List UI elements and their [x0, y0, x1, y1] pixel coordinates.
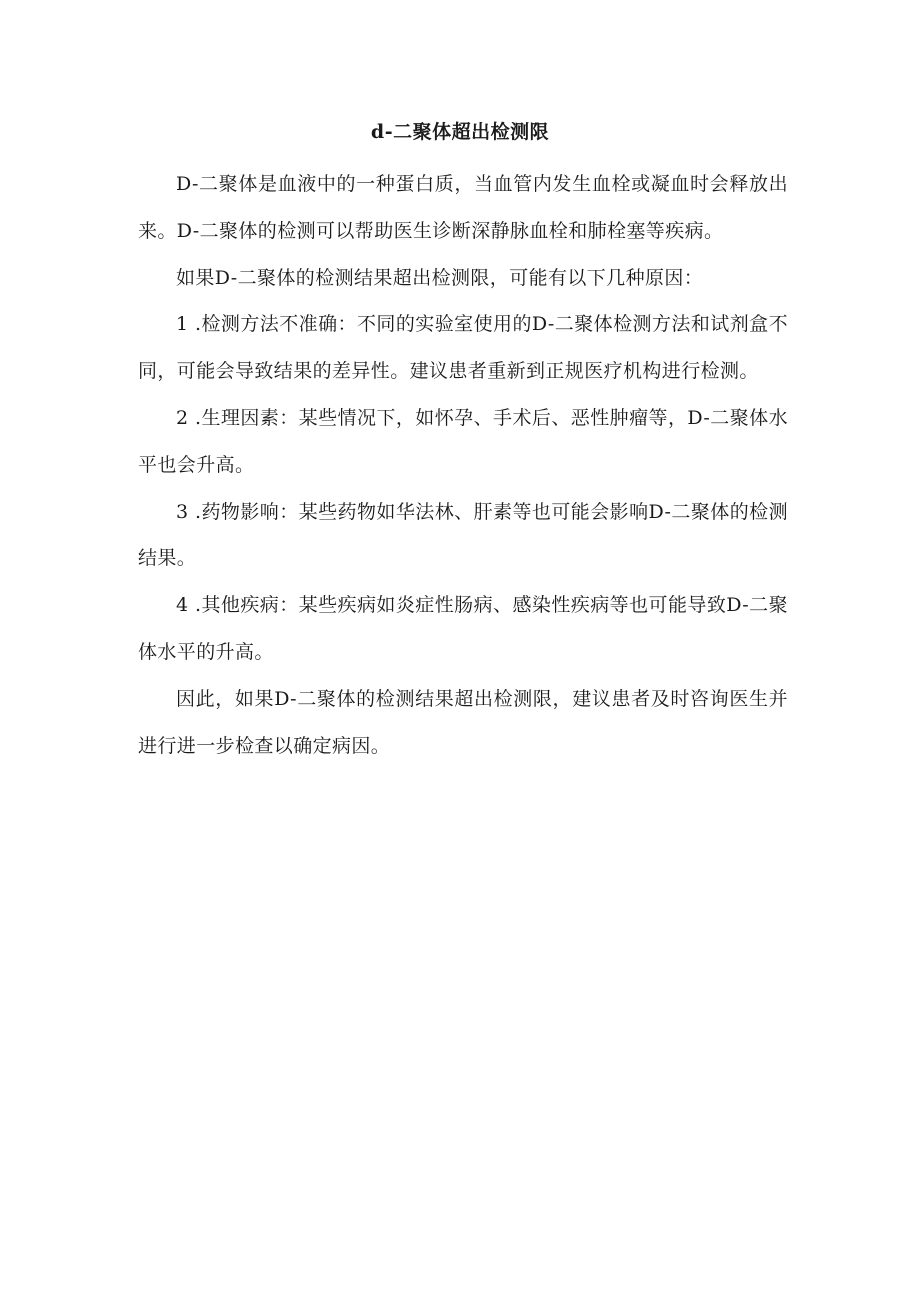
document-title: d-二聚体超出检测限: [370, 121, 550, 143]
paragraph-cause-1: 1 .检测方法不准确：不同的实验室使用的D-二聚体检测方法和试剂盒不同，可能会导致结果的差异性。建议患者重新到正规医疗机构进行检测。: [138, 313, 788, 383]
paragraph-conclusion: 因此，如果D-二聚体的检测结果超出检测限，建议患者及时咨询医生并进行进一步检查以确定病因。: [138, 687, 788, 757]
paragraph-cause-3: 3 .药物影响：某些药物如华法林、肝素等也可能会影响D-二聚体的检测结果。: [138, 500, 788, 570]
paragraph-intro: D-二聚体是血液中的一种蛋白质，当血管内发生血栓或凝血时会释放出来。D-二聚体的检测可以帮助医生诊断深静脉血栓和肺栓塞等疾病。: [138, 173, 788, 242]
document-body: [138, 161, 788, 769]
paragraph-cause-4: 4 .其他疾病：某些疾病如炎症性肠病、感染性疾病等也可能导致D-二聚体水平的升高。: [138, 594, 788, 663]
paragraph-causes-lead: 如果D-二聚体的检测结果超出检测限，可能有以下几种原因：: [176, 266, 704, 289]
paragraph-cause-2: 2 .生理因素：某些情况下，如怀孕、手术后、恶性肿瘤等，D-二聚体水平也会升高。: [138, 406, 788, 476]
